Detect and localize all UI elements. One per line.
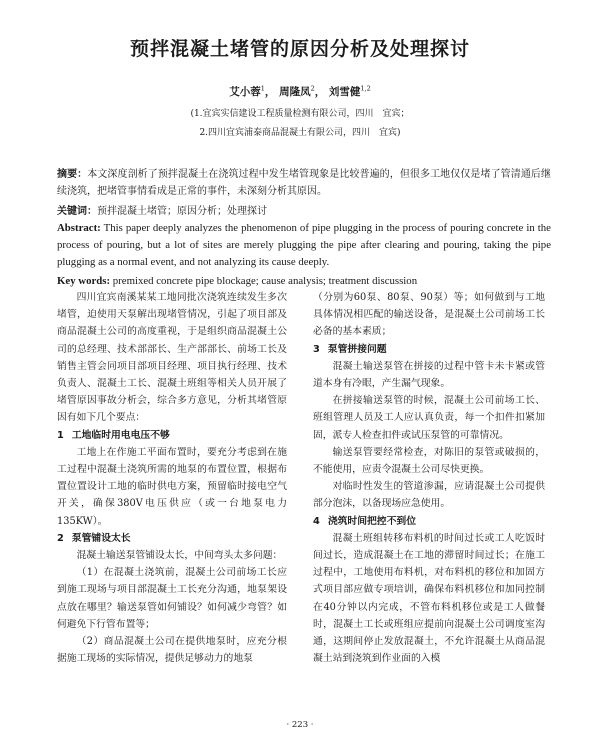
section-number: 4 (313, 515, 320, 527)
author-name: 刘雪健 (328, 86, 361, 98)
keywords-english-text: premixed concrete pipe blockage; cause analysis; treatment discussion (112, 275, 418, 287)
body-column-right (313, 289, 545, 667)
keywords-english (57, 273, 551, 290)
section-title: 泵管拼接问题 (327, 343, 387, 355)
author-separator: ， (314, 86, 326, 98)
section-heading-4 (313, 513, 545, 530)
body-paragraph: 混凝土输送泵管铺设太长，中间弯头太多问题： (76, 550, 283, 562)
abstract-chinese-text: 本文深度剖析了预拌混凝土在浇筑过程中发生堵管现象是比较普遍的，但很多工地仅仅是堵了管清通后继续浇筑，把堵管事情看成是正常的事件，未深刻分析其原因。 (57, 169, 551, 197)
author-affiliation-mark: 1 (260, 84, 265, 93)
intro-paragraph: 四川宜宾南溪某某工地同批次浇筑连续发生多次堵管，迫使用天泵解出现堵管情况，引起了项目部及商品混凝土公司的高度重视，于是组织商品混凝土公司的总经理、技术部部长、生产部部长、前场工长及销售主管会同项目部项目经理、项目执行经理、技术负责人、混凝土工长、混凝土班组等相关人员开展了堵管原因事故分析会，综合多方意见，分析其堵管原因有如下几个要点： (57, 292, 287, 424)
author-affiliation-mark: 1,2 (360, 84, 371, 93)
body-paragraph-continued: （分别为60泵、80泵、90泵）等；如何做到与工地具体情况相匹配的输送设备，是混凝土公司前场工长必备的基本素质； (313, 292, 545, 338)
keywords-chinese-label: 关键词： (57, 206, 97, 217)
paper-title: 预拌混凝土堵管的原因分析及处理探讨 (129, 38, 470, 60)
abstract-english (57, 220, 551, 272)
section-title: 泵管铺设太长 (71, 532, 131, 544)
author-separator: ， (264, 86, 276, 98)
body-paragraph: 混凝土班组转移布料机的时间过长或工人吃饭时间过长，造成混凝土在工地的滞留时间过长；在施工过程中，工地使用布料机，对布料机的移位和加固方式项目部应做专项培训，确保布料机移位和加同控制在40分钟以内完成，不管布料机移位或是工人做餐时，混凝土工长或班组应提前向混凝土公司调度室沟通，这期间停止发放混凝土，不允许混凝土从商品混凝土站到浇筑到作业面的入模 (313, 532, 545, 665)
abstract-chinese-label: 摘要： (57, 169, 88, 180)
abstract-english-text: This paper deeply analyzes the phenomenon of pipe plugging in the process of pouring concrete in the process of pouring, but a lot of sites are merely plugging the pipe after clearing and pouring, taking the pipe plugging as a normal event, and not analyzing its cause deeply. (57, 222, 551, 269)
body-column-left (57, 289, 287, 667)
page-number: · 223 · (286, 720, 314, 730)
author-name: 艾小蓉 (229, 86, 261, 98)
body-paragraph: 对临时性发生的管道渗漏，应请混凝土公司提供部分泡沫，以备现场应急使用。 (313, 481, 545, 510)
affiliation-1: (1.宜宾实信建设工程质量检测有限公司，四川 宜宾； (190, 109, 410, 119)
body-paragraph: （2）商品混凝土公司在提供地泵时，应充分根据施工现场的实际情况，提供足够动力的地泵 (57, 636, 287, 665)
affiliation-2: 2.四川宜宾浦泰商品混凝土有限公司，四川 宜宾) (199, 128, 401, 138)
body-paragraph: 在拼接输送泵管的时候，混凝土公司前场工长、班组管理人员及工人应认真负责，每一个扣件扣紧加固，派专人检查扣件或试压泵管的可靠情况。 (313, 395, 545, 441)
keywords-chinese (57, 203, 551, 220)
section-title: 浇筑时间把控不到位 (327, 515, 416, 527)
body-paragraph: 输送泵管要经常检查，对陈旧的泵管或破损的，不能使用，应责令混凝土公司尽快更换。 (313, 446, 545, 476)
section-number: 2 (57, 532, 64, 544)
section-heading-3 (313, 341, 545, 358)
body-paragraph: 工地上在作施工平面布置时，要充分考虑到在施工过程中混凝土浇筑所需的地泵的布置位置，根据布置位置设计工地的临时供电方案，预留临时接电空气开关，确保380V电压供应（或一台地泵电力135KW）。 (57, 446, 287, 527)
abstract-chinese (57, 166, 551, 200)
author-line (0, 84, 600, 99)
keywords-chinese-text: 预拌混凝土堵管；原因分析；处理探讨 (97, 206, 267, 217)
section-heading-1 (57, 427, 287, 444)
section-title: 工地临时用电电压不够 (71, 429, 170, 441)
section-number: 1 (57, 429, 64, 441)
author-name: 周隆凤 (279, 86, 311, 98)
section-number: 3 (313, 343, 320, 355)
body-paragraph: 混凝土输送泵管在拼接的过程中管卡未卡紧或管道本身有冷眼，产生漏气现象。 (313, 360, 545, 390)
author-affiliation-mark: 2 (310, 84, 315, 93)
abstract-english-label: Abstract: (57, 222, 101, 234)
keywords-english-label: Key words: (57, 275, 111, 287)
body-paragraph: （1）在混凝土浇筑前，混凝土公司前场工长应到施工现场与项目部混凝土工长充分沟通，地泵架设点放在哪里？输送泵管如何铺设？如何减少弯管？如何避免下行管布置等； (57, 567, 287, 630)
section-heading-2 (57, 530, 287, 547)
